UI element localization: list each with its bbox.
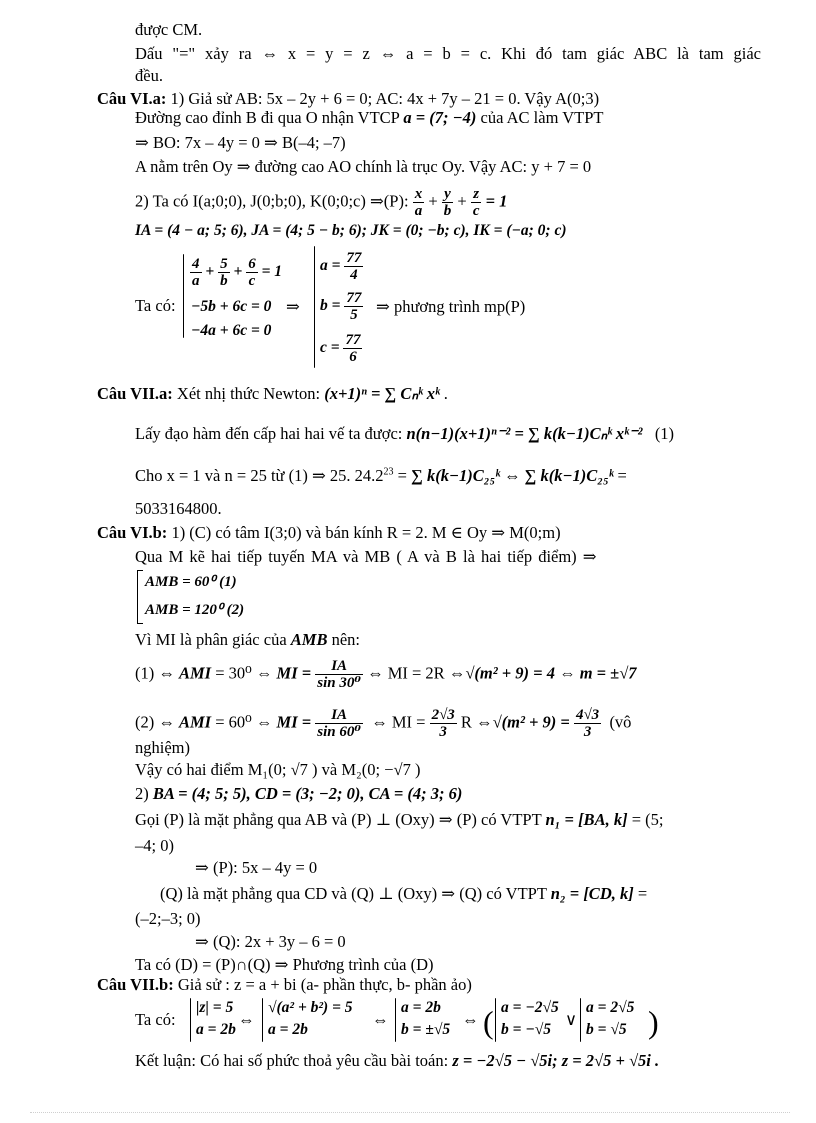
paren-close: ): [648, 1004, 659, 1040]
math: ⇔ MI =: [255, 663, 312, 683]
math-vector: a = (7; −4): [403, 108, 477, 127]
text: 2) Ta có I(a;0;0), J(0;b;0), K(0;0;c) ⇒(P):: [135, 191, 409, 211]
section-heading: Câu VI.a:: [97, 89, 167, 108]
math: = 1: [485, 191, 508, 211]
text-line: Vậy có hai điểm M₁(0; √7 ) và M₂(0; −√7 ): [135, 760, 421, 779]
text-line: –4; 0): [135, 836, 174, 855]
equation: b = −√5: [501, 1021, 551, 1038]
equation: b = $\frac{77}{5}$: [320, 290, 362, 323]
brace: [395, 998, 396, 1042]
text-line: Cho x = 1 và n = 25 từ (1) ⇒ 25. 24.2$^{23}$ = ∑ k(k−1)C₂₅ᵏ ⇔ ∑ k(k−1)C₂₅ᵏ =: [135, 466, 627, 485]
math: z = −2√5 − √5i; z = 2√5 + √5i .: [452, 1051, 660, 1070]
text-line: ⇒ (Q): 2x + 3y – 6 = 0: [195, 932, 346, 951]
iff-symbol: ⇔: [462, 1010, 479, 1029]
section-line: [97, 89, 599, 109]
text-line: Ta có (D) = (P)∩(Q) ⇒ Phương trình của (D): [135, 955, 434, 974]
text-line: [135, 424, 674, 444]
text-line: (1) ⇔ AMI = 30⁰ ⇔ MI = $\frac{IA}{\text{sin 30⁰}}$ ⇔ MI = 2R ⇔√(m² + 9) = 4 ⇔ m = ±√7: [135, 658, 637, 691]
text: Xét nhị thức Newton:: [172, 384, 321, 403]
equation: AMB = 120⁰ (2): [145, 602, 245, 618]
text-line: được CM.: [135, 20, 203, 39]
math: n(n−1)(x+1)ⁿ⁻² = ∑ k(k−1)Cₙᵏ xᵏ⁻²: [406, 424, 643, 443]
paren-open: (: [483, 1004, 494, 1040]
fraction: $\frac{2√3}{3}$: [431, 707, 455, 740]
brace: [190, 998, 191, 1042]
section-heading: Câu VII.b:: [97, 975, 174, 994]
fraction: $\frac{5}{b}$: [220, 256, 228, 289]
math: (x+1)ⁿ = ∑ Cₙᵏ xᵏ: [324, 384, 440, 403]
text-line: Dấu "=" xảy ra ⇔ x = y = z ⇔ a = b = c. Khi đó tam giác ABC là tam giác: [135, 44, 761, 63]
section-heading: Câu VI.b:: [97, 523, 168, 542]
math: ⇔ MI =: [255, 712, 312, 732]
text: 1) (C) có tâm I(3;0) và bán kính R = 2. M ∈ Oy ⇒ M(0;m): [167, 523, 561, 542]
text-line: (Q) là mặt phẳng qua CD và (Q) ⊥ (Oxy) ⇒ (Q) có VTPT n₂ = [CD, k] =: [160, 884, 648, 903]
text: Vì MI là phân giác của: [135, 630, 287, 649]
text-line: Qua M kẽ hai tiếp tuyến MA và MB ( A và B là hai tiếp điểm) ⇒: [135, 547, 597, 566]
equation: a = 2√5: [586, 999, 635, 1016]
math-angle: AMB: [290, 630, 328, 649]
section-heading: Câu VII.a:: [97, 384, 173, 403]
equation: $\frac{4}{a}$ + $\frac{5}{b}$ + $\frac{6}{c}$ = 1: [192, 256, 283, 289]
text-line: [135, 630, 360, 650]
text: Cho x = 1 và n = 25 từ (1) ⇒ 25. 24.2: [135, 466, 384, 485]
text-line: (2) ⇔ AMI = 60⁰ ⇔ MI = $\frac{IA}{\text{sin 60⁰}}$ ⇔ MI = $\frac{2√3}{3}$ R ⇔√(m² + 9) = $\frac{4√3}{3}$ (vô: [135, 707, 632, 740]
math: n₂ = [CD, k]: [550, 884, 634, 903]
equation: a = 2b: [401, 999, 441, 1016]
brace: [580, 998, 581, 1042]
equation: a = 2b: [196, 1021, 236, 1038]
section-line: [97, 523, 561, 543]
text: Giả sử : z = a + bi (a- phần thực, b- phần ảo): [173, 975, 472, 994]
equation: AMB = 60⁰ (1): [145, 574, 237, 590]
section-line: [97, 975, 472, 995]
text: (1): [654, 424, 675, 443]
equation: b = ±√5: [401, 1021, 451, 1038]
text: Ta có:: [135, 1010, 176, 1029]
fraction: $\frac{IA}{\text{sin 60⁰}}$: [317, 707, 361, 740]
math-line: IA = (4 − a; 5; 6), JA = (4; 5 − b; 6); JK = (0; −b; c), IK = (−a; 0; c): [135, 222, 567, 239]
fraction: $\frac{y}{b}$: [443, 186, 452, 219]
math: √(m² + 9) = 4 ⇔ m = ±√7: [465, 663, 637, 683]
iff-symbol: ⇔: [372, 1010, 389, 1029]
or-symbol: ∨: [565, 1010, 578, 1029]
equation: a = −2√5: [501, 999, 559, 1016]
bracket: [137, 570, 143, 624]
brace: [314, 246, 315, 368]
fraction: $\frac{6}{c}$: [248, 256, 256, 289]
math: ∑ k(k−1)C₂₅ᵏ: [411, 466, 500, 485]
text: Ta có:: [135, 296, 176, 315]
equation: b = √5: [586, 1021, 627, 1038]
text-line: ⇒ BO: 7x – 4y = 0 ⇒ B(–4; –7): [135, 133, 346, 152]
text: nên:: [331, 630, 361, 649]
math: ∑ k(k−1)C₂₅ᵏ: [524, 466, 614, 485]
fraction: $\frac{IA}{\text{sin 30⁰}}$: [317, 658, 361, 691]
text: Đường cao đỉnh B đi qua O nhận VTCP: [135, 108, 400, 127]
text-line: Kết luận: Có hai số phức thoả yêu cầu bài toán: z = −2√5 − √5i; z = 2√5 + √5i .: [135, 1051, 660, 1070]
text-line: đều.: [135, 66, 163, 85]
text-line: 2) BA = (4; 5; 5), CD = (3; −2; 0), CA = (4; 3; 6): [135, 784, 463, 803]
text-line: A nằm trên Oy ⇒ đường cao AO chính là trục Oy. Vậy AC: y + 7 = 0: [135, 157, 592, 176]
exponent: 23: [383, 466, 394, 478]
text-line: [135, 108, 603, 128]
text: Lấy đạo hàm đến cấp hai hai vế ta được:: [135, 424, 403, 443]
fraction: $\frac{x}{a}$: [414, 186, 423, 219]
math: √(m² + 9) =: [492, 712, 570, 732]
footer-divider: [30, 1112, 790, 1113]
fraction: $\frac{z}{c}$: [472, 186, 480, 219]
text: 1) Giả sử AB: 5x – 2y + 6 = 0; AC: 4x + 7y – 21 = 0. Vậy A(0;3): [166, 89, 600, 108]
iff-symbol: ⇔: [238, 1010, 255, 1029]
equation: |z| = 5: [196, 999, 234, 1016]
equation: −4a + 6c = 0: [191, 322, 272, 339]
text: của AC làm VTPT: [480, 108, 604, 127]
brace: [183, 254, 184, 338]
text: ⇒ phương trình mp(P): [376, 297, 526, 316]
text-line: 5033164800.: [135, 499, 222, 518]
math-angle: AMI: [179, 663, 212, 683]
text-line: Gọi (P) là mặt phẳng qua AB và (P) ⊥ (Oxy) ⇒ (P) có VTPT n₁ = [BA, k] = (5;: [135, 810, 664, 829]
text-line: nghiệm): [135, 738, 190, 757]
math-vectors: BA = (4; 5; 5), CD = (3; −2; 0), CA = (4; 3; 6): [152, 784, 463, 803]
equation: a = 2b: [268, 1021, 308, 1038]
brace: [262, 998, 263, 1042]
fraction: $\frac{4√3}{3}$: [575, 707, 600, 740]
text-line: ⇒ (P): 5x – 4y = 0: [195, 858, 318, 877]
brace: [495, 998, 496, 1042]
math: n₁ = [BA, k]: [545, 810, 628, 829]
equation: a = $\frac{77}{4}$: [320, 250, 362, 283]
section-line: Câu VII.a: Xét nhị thức Newton: (x+1)ⁿ = ∑ Cₙᵏ xᵏ .: [97, 384, 448, 403]
equation: √(a² + b²) = 5: [268, 999, 353, 1016]
text-line: 2) Ta có I(a;0;0), J(0;b;0), K(0;0;c) ⇒(P): $\frac{x}{a}$ + $\frac{y}{b}$ + $\frac{z}{c}$ = 1: [135, 186, 508, 219]
equation: −5b + 6c = 0: [191, 298, 272, 315]
equation: c = $\frac{77}{6}$: [320, 332, 361, 365]
fraction: $\frac{4}{a}$: [192, 256, 200, 289]
implies-symbol: ⇒: [286, 297, 300, 316]
text-line: (–2;–3; 0): [135, 909, 201, 928]
math-angle: AMI: [179, 712, 212, 732]
